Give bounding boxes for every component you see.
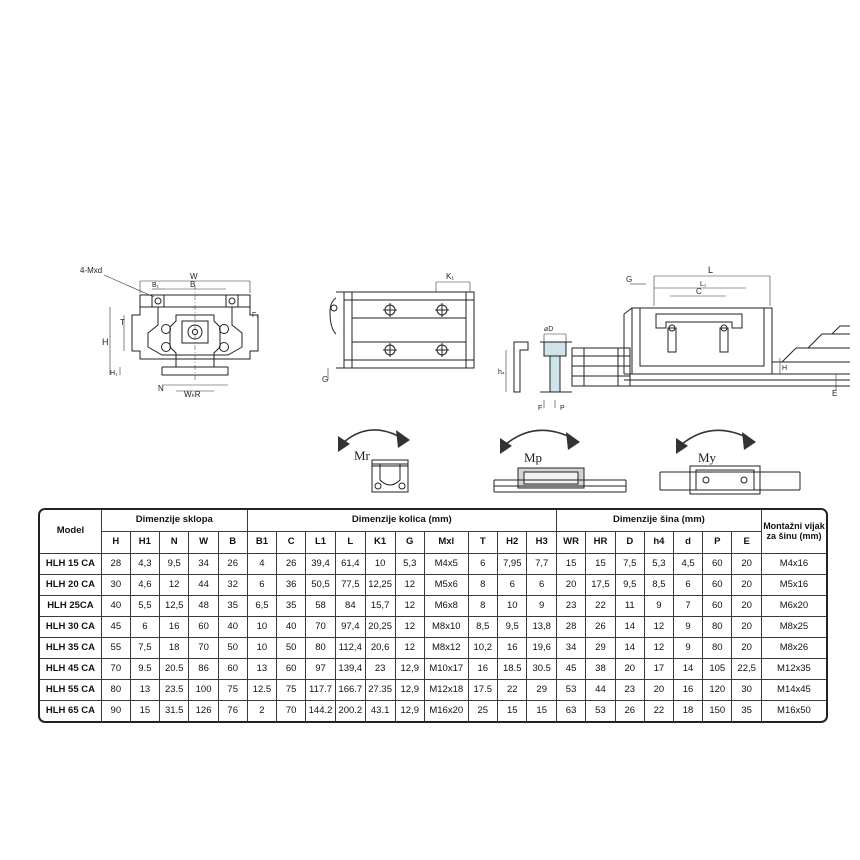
header-col-l: L — [335, 532, 365, 554]
label-l: L — [708, 265, 714, 275]
table-cell: 38 — [586, 659, 615, 680]
table-cell: 7,95 — [498, 554, 527, 575]
table-cell: 166.7 — [335, 680, 365, 701]
table-cell-model: HLH 65 CA — [40, 701, 101, 722]
table-cell: 11 — [615, 596, 644, 617]
table-cell: 80 — [703, 638, 732, 659]
table-cell: 70 — [101, 659, 130, 680]
header-col-c: C — [277, 532, 306, 554]
table-row — [40, 617, 826, 638]
header-col-e: E — [732, 532, 761, 554]
table-cell: 139,4 — [335, 659, 365, 680]
table-cell: 34 — [556, 638, 585, 659]
header-col-p: P — [703, 532, 732, 554]
table-cell: 9.5 — [130, 659, 159, 680]
table-cell: 61,4 — [335, 554, 365, 575]
moment-mr — [330, 420, 460, 498]
header-col-k1: K1 — [365, 532, 395, 554]
header-mounting-screw: Montažni vijak za šinu (mm) — [761, 510, 826, 554]
table-cell: M10x17 — [424, 659, 468, 680]
table-cell: 117.7 — [306, 680, 336, 701]
table-cell: 15 — [556, 554, 585, 575]
label-w: W — [190, 272, 198, 281]
table-cell: 4,6 — [130, 575, 159, 596]
table-cell: 20 — [732, 617, 761, 638]
label-h-side: H — [782, 365, 788, 372]
table-cell: 18 — [673, 701, 702, 722]
table-cell: 15 — [498, 701, 527, 722]
label-g-side: G — [626, 275, 633, 284]
header-col-t: T — [468, 532, 497, 554]
table-cell: 20 — [732, 596, 761, 617]
label-f2: F₂ — [252, 312, 259, 319]
table-cell: M16x50 — [761, 701, 826, 722]
table-cell: 4,5 — [673, 554, 702, 575]
table-cell: 20,25 — [365, 617, 395, 638]
table-cell: 12,9 — [395, 680, 424, 701]
table-cell: 9 — [644, 596, 673, 617]
table-cell: 12 — [644, 617, 673, 638]
table-cell: 16 — [673, 680, 702, 701]
label-t: T — [120, 318, 125, 327]
table-cell: 20 — [556, 575, 585, 596]
table-cell: M5x16 — [761, 575, 826, 596]
label-c: C — [696, 287, 702, 296]
table-cell: 26 — [586, 617, 615, 638]
table-cell: 5,3 — [644, 554, 673, 575]
table-cell: 50 — [218, 638, 247, 659]
table-cell: 50 — [277, 638, 306, 659]
table-cell: 60 — [703, 554, 732, 575]
table-cell: 20 — [615, 659, 644, 680]
table-cell: 9,5 — [159, 554, 188, 575]
table-cell: 200.2 — [335, 701, 365, 722]
table-cell: 80 — [703, 617, 732, 638]
table-cell: 60 — [703, 575, 732, 596]
table-cell: 30.5 — [527, 659, 556, 680]
table-cell: 4 — [247, 554, 276, 575]
table-row — [40, 638, 826, 659]
table-cell: 19,6 — [527, 638, 556, 659]
table-cell: 105 — [703, 659, 732, 680]
table-cell: 53 — [586, 701, 615, 722]
table-cell: 10 — [247, 617, 276, 638]
table-cell: 26 — [218, 554, 247, 575]
table-cell: 22 — [498, 680, 527, 701]
table-cell: 60 — [218, 659, 247, 680]
table-cell: 77,5 — [335, 575, 365, 596]
table-cell: 40 — [277, 617, 306, 638]
table-cell: 17 — [644, 659, 673, 680]
table-cell: 35 — [732, 701, 761, 722]
table-cell: 6,5 — [247, 596, 276, 617]
header-col-b: B — [218, 532, 247, 554]
table-cell: 112,4 — [335, 638, 365, 659]
table-cell: 5,3 — [395, 554, 424, 575]
table-cell: 8 — [468, 575, 497, 596]
table-cell: M6x8 — [424, 596, 468, 617]
table-cell: 22,5 — [732, 659, 761, 680]
table-cell: 36 — [277, 575, 306, 596]
table-cell: 10 — [498, 596, 527, 617]
table-cell: 18 — [159, 638, 188, 659]
table-cell: 30 — [101, 575, 130, 596]
table-cell: 70 — [189, 638, 218, 659]
table-cell: 26 — [277, 554, 306, 575]
table-cell: 97,4 — [335, 617, 365, 638]
table-cell: 15 — [130, 701, 159, 722]
table-cell: 50,5 — [306, 575, 336, 596]
table-cell: 40 — [218, 617, 247, 638]
table-cell: M12x35 — [761, 659, 826, 680]
table-cell: 6 — [468, 554, 497, 575]
label-e-side: E — [832, 389, 838, 398]
table-cell: 7,5 — [615, 554, 644, 575]
table-cell: 9,5 — [615, 575, 644, 596]
label-wr: WₕR — [184, 390, 201, 399]
table-cell: 16 — [468, 659, 497, 680]
table-cell: 28 — [556, 617, 585, 638]
table-cell: 75 — [218, 680, 247, 701]
table-cell: 7,5 — [130, 638, 159, 659]
table-cell: 80 — [306, 638, 336, 659]
table-cell: 70 — [277, 701, 306, 722]
table-cell-model: HLH 30 CA — [40, 617, 101, 638]
table-row — [40, 554, 826, 575]
table-row — [40, 575, 826, 596]
table-cell: 86 — [189, 659, 218, 680]
table-cell: 7 — [673, 596, 702, 617]
table-cell: M8x26 — [761, 638, 826, 659]
table-cell: 12 — [395, 617, 424, 638]
table-cell: 90 — [101, 701, 130, 722]
table-cell: 2 — [247, 701, 276, 722]
table-cell-model: HLH 15 CA — [40, 554, 101, 575]
table-cell: 25 — [468, 701, 497, 722]
label-k1: K₁ — [446, 272, 455, 281]
table-cell: 17,5 — [586, 575, 615, 596]
table-cell: 35 — [218, 596, 247, 617]
table-cell: 29 — [527, 680, 556, 701]
table-cell: 26 — [615, 701, 644, 722]
label-h: H — [102, 337, 109, 347]
table-cell: 20 — [732, 575, 761, 596]
table-cell: 84 — [335, 596, 365, 617]
table-cell: 55 — [101, 638, 130, 659]
moment-mp — [480, 420, 640, 498]
table-cell: 43.1 — [365, 701, 395, 722]
label-l1: L₁ — [700, 281, 707, 288]
table-cell: 12,5 — [159, 596, 188, 617]
table-cell: 63 — [556, 701, 585, 722]
table-cell-model: HLH 55 CA — [40, 680, 101, 701]
table-cell: 60 — [189, 617, 218, 638]
table-cell: 16 — [159, 617, 188, 638]
dimensions-table — [40, 510, 826, 721]
table-cell: 6 — [247, 575, 276, 596]
table-cell: M8x12 — [424, 638, 468, 659]
table-cell: 9 — [673, 638, 702, 659]
dimensions-table-container — [38, 508, 828, 723]
table-cell: 32 — [218, 575, 247, 596]
label-diameter-d: ⌀D — [544, 326, 554, 333]
table-cell: 9,5 — [498, 617, 527, 638]
table-row — [40, 680, 826, 701]
table-cell: 23 — [365, 659, 395, 680]
table-cell: 10 — [247, 638, 276, 659]
moment-mp-label: Mp — [524, 450, 543, 465]
table-cell: 48 — [189, 596, 218, 617]
table-cell: 23 — [556, 596, 585, 617]
table-cell: 126 — [189, 701, 218, 722]
header-group-assembly: Dimenzije sklopa — [101, 510, 247, 532]
table-cell: 23 — [615, 680, 644, 701]
header-col-b1: B1 — [247, 532, 276, 554]
label-p-detail: P — [560, 405, 565, 412]
table-cell: 45 — [556, 659, 585, 680]
table-body — [40, 554, 826, 722]
table-row — [40, 659, 826, 680]
table-cell: M4x16 — [761, 554, 826, 575]
table-cell: M8x10 — [424, 617, 468, 638]
label-b: B — [190, 280, 196, 289]
table-cell: 17.5 — [468, 680, 497, 701]
table-cell: 31.5 — [159, 701, 188, 722]
table-cell: 6 — [673, 575, 702, 596]
header-col-w: W — [189, 532, 218, 554]
header-model: Model — [40, 510, 101, 554]
table-cell: 16 — [498, 638, 527, 659]
table-cell: 4,3 — [130, 554, 159, 575]
table-cell: 6 — [130, 617, 159, 638]
table-cell: 27.35 — [365, 680, 395, 701]
header-group-rail: Dimenzije šina (mm) — [556, 510, 761, 532]
table-cell: 20.5 — [159, 659, 188, 680]
table-cell-model: HLH 45 CA — [40, 659, 101, 680]
moment-mr-label: Mr — [354, 448, 370, 463]
table-cell: 29 — [586, 638, 615, 659]
header-group-carriage: Dimenzije kolica (mm) — [247, 510, 556, 532]
table-cell: 22 — [644, 701, 673, 722]
label-4-mxd: 4-Mxd — [80, 266, 103, 275]
table-cell: 44 — [586, 680, 615, 701]
label-g-top: G — [322, 375, 329, 384]
table-cell: M6x20 — [761, 596, 826, 617]
table-cell: 97 — [306, 659, 336, 680]
table-cell-model: HLH 20 CA — [40, 575, 101, 596]
table-cell: 28 — [101, 554, 130, 575]
table-cell: 14 — [615, 638, 644, 659]
table-cell: 60 — [277, 659, 306, 680]
table-cell: M16x20 — [424, 701, 468, 722]
table-cell: 53 — [556, 680, 585, 701]
table-cell: 120 — [703, 680, 732, 701]
header-col-g: G — [395, 532, 424, 554]
table-cell: 12 — [395, 575, 424, 596]
table-cell: 12 — [644, 638, 673, 659]
side-view — [600, 262, 850, 407]
top-view — [318, 262, 508, 392]
table-cell: 12,9 — [395, 701, 424, 722]
table-cell: M8x25 — [761, 617, 826, 638]
table-cell: 12,25 — [365, 575, 395, 596]
table-cell: 22 — [586, 596, 615, 617]
front-section-view — [80, 255, 310, 415]
label-b1: B₁ — [152, 282, 160, 289]
table-cell: 8,5 — [644, 575, 673, 596]
table-cell: 12 — [395, 638, 424, 659]
label-h4: h₄ — [498, 369, 505, 376]
moment-my — [650, 420, 810, 498]
table-cell: 14 — [615, 617, 644, 638]
table-cell: 8 — [468, 596, 497, 617]
table-cell: 20 — [732, 638, 761, 659]
table-cell: 150 — [703, 701, 732, 722]
header-col-h1: H1 — [130, 532, 159, 554]
header-col-h2: H2 — [498, 532, 527, 554]
table-cell: 13,8 — [527, 617, 556, 638]
table-cell: 10,2 — [468, 638, 497, 659]
table-row — [40, 596, 826, 617]
label-n: N — [158, 384, 164, 393]
table-cell: 7,7 — [527, 554, 556, 575]
table-cell: 9 — [673, 617, 702, 638]
table-cell: 144.2 — [306, 701, 336, 722]
header-col-n: N — [159, 532, 188, 554]
table-group-header-row — [40, 510, 826, 532]
table-cell: 30 — [732, 680, 761, 701]
table-cell: M5x6 — [424, 575, 468, 596]
table-cell: 20,6 — [365, 638, 395, 659]
table-cell: 35 — [277, 596, 306, 617]
table-cell: 13 — [247, 659, 276, 680]
label-h1: H₁ — [110, 370, 118, 377]
table-cell: 6 — [498, 575, 527, 596]
table-cell: M14x45 — [761, 680, 826, 701]
table-cell: 5,5 — [130, 596, 159, 617]
table-cell: 40 — [101, 596, 130, 617]
table-cell: 10 — [365, 554, 395, 575]
table-cell: 58 — [306, 596, 336, 617]
table-cell: 34 — [189, 554, 218, 575]
label-f-detail: F — [538, 405, 543, 412]
header-col-mxl: Mxl — [424, 532, 468, 554]
table-cell: 80 — [101, 680, 130, 701]
header-col-d: D — [615, 532, 644, 554]
header-col-h3: H3 — [527, 532, 556, 554]
header-col-hr: HR — [586, 532, 615, 554]
table-cell: 45 — [101, 617, 130, 638]
table-cell: 100 — [189, 680, 218, 701]
table-cell: 12.5 — [247, 680, 276, 701]
table-cell: 15 — [586, 554, 615, 575]
table-cell: M4x5 — [424, 554, 468, 575]
table-cell: 39,4 — [306, 554, 336, 575]
table-cell: 13 — [130, 680, 159, 701]
header-col-l1: L1 — [306, 532, 336, 554]
table-cell: 9 — [527, 596, 556, 617]
table-cell-model: HLH 35 CA — [40, 638, 101, 659]
table-cell: 12 — [395, 596, 424, 617]
table-cell: 75 — [277, 680, 306, 701]
table-cell: 44 — [189, 575, 218, 596]
table-column-header-row — [40, 532, 826, 554]
moment-my-label: My — [698, 450, 717, 465]
table-cell: 8,5 — [468, 617, 497, 638]
table-head — [40, 510, 826, 554]
table-cell: 14 — [673, 659, 702, 680]
table-cell: 20 — [644, 680, 673, 701]
table-cell: 6 — [527, 575, 556, 596]
table-cell: 70 — [306, 617, 336, 638]
table-cell: 15 — [527, 701, 556, 722]
header-col-h: H — [101, 532, 130, 554]
table-cell: 20 — [732, 554, 761, 575]
table-cell: 15,7 — [365, 596, 395, 617]
table-cell: 12,9 — [395, 659, 424, 680]
table-cell: M12x18 — [424, 680, 468, 701]
table-cell: 12 — [159, 575, 188, 596]
table-row — [40, 701, 826, 722]
table-cell: 76 — [218, 701, 247, 722]
header-col-wr: WR — [556, 532, 585, 554]
table-cell-model: HLH 25CA — [40, 596, 101, 617]
table-cell: 23.5 — [159, 680, 188, 701]
table-cell: 60 — [703, 596, 732, 617]
table-cell: 18.5 — [498, 659, 527, 680]
header-col-dsmall: d — [673, 532, 702, 554]
header-col-h4: h4 — [644, 532, 673, 554]
